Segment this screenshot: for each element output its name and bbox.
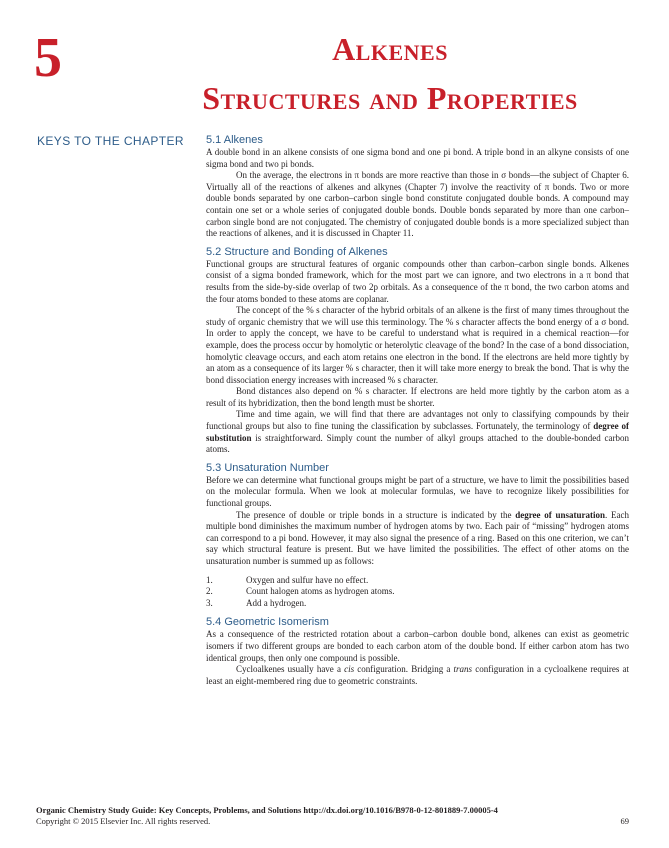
paragraph: As a consequence of the restricted rotation about a carbon–carbon double bond, alkenes can exist as geometric isomers if two different groups are bonded to each carbon atom of the double bond. If either carbon atom has two identical groups, then only one compound is possible. — [206, 629, 629, 663]
paragraph: Functional groups are structural features of organic compounds other than carbon–carbon single bonds. Alkenes consist of a sigma bonded framework, which for the most part we can ignore, and two electrons in a π bond that results from the side-by-side overlap of two 2p orbitals. As a consequence of the π bond, the two carbon atoms and the four atoms bonded to these atoms are coplanar. — [206, 258, 629, 304]
bold-term: degree of substitution — [206, 421, 629, 443]
paragraph — [206, 409, 629, 455]
list-item — [206, 575, 629, 587]
section-heading: 5.2 Structure and Bonding of Alkenes — [206, 245, 388, 258]
main-text-column — [206, 133, 629, 692]
list-item — [206, 598, 629, 610]
text-run: Cycloalkenes usually have a — [236, 664, 345, 675]
keys-to-chapter-label: KEYS TO THE CHAPTER — [37, 134, 184, 148]
bold-term: degree of unsaturation — [515, 509, 606, 520]
page-footer — [36, 805, 629, 827]
list-number: 2. — [206, 586, 213, 597]
section-heading: 5.1 Alkenes — [206, 134, 263, 146]
numbered-list — [206, 575, 629, 610]
paragraph — [206, 664, 629, 687]
text-run: configuration. Bridging a — [354, 664, 454, 675]
page-number: 69 — [620, 816, 629, 826]
list-text: Oxygen and sulfur have no effect. — [246, 574, 369, 585]
list-item — [206, 586, 629, 598]
chapter-number: 5 — [34, 27, 62, 89]
section-5-1 — [206, 133, 629, 240]
paragraph: On the average, the electrons in π bonds are more reactive than those in σ bonds—the subject of Chapter 6. Virtually all of the reactions of alkenes and alkynes (Chapter 7) involve the reactivity of π bonds. Two or more double bonds separated by one carbon–carbon single bond constitute conjugated double bonds. A compound may contain one set or a whole series of conjugated double bonds. Double bonds separated by more than one carbon–carbon single bond are not conjugated. The chemistry of conjugated double bonds is a more specialized subject than the reactions of alkenes, and it is discussed in Chapter 11. — [206, 170, 629, 239]
chapter-title-line1: Alkenes — [332, 31, 448, 67]
paragraph: Bond distances also depend on % s character. If electrons are held more tightly by the carbon atom as a result of its hybridization, then the bond length must be shorter. — [206, 386, 629, 408]
text-run: The presence of double or triple bonds in a structure is indicated by the — [236, 509, 516, 520]
text-run: . Each multiple bond diminishes the maximum number of hydrogen atoms by two. Each pair of “missing” hydrogen atoms can correspond to a pi bond. However, it may also signal the presence of a ring. Based on this one criterion, we can’t say which structural feature is present. But we have limited the possibilities. The effect of other atoms on the unsaturation number is summed up as follows: — [206, 509, 629, 566]
list-number: 1. — [206, 574, 213, 585]
section-5-4 — [206, 615, 629, 687]
text-run: configuration in a cycloalkene requires at least an eight-membered ring due to geometric constraints. — [206, 664, 630, 686]
footer-copyright: Copyright © 2015 Elsevier Inc. All rights reserved. — [36, 816, 211, 826]
section-5-3 — [206, 461, 629, 610]
list-number: 3. — [206, 597, 213, 608]
list-text: Count halogen atoms as hydrogen atoms. — [246, 586, 395, 597]
list-text: Add a hydrogen. — [246, 597, 307, 608]
section-heading: 5.3 Unsaturation Number — [206, 461, 329, 474]
paragraph: A double bond in an alkene consists of one sigma bond and one pi bond. A triple bond in an alkyne consists of one sigma bond and two pi bonds. — [206, 147, 629, 169]
chapter-title-line2: Structures and Properties — [202, 80, 578, 116]
italic-term: trans — [453, 664, 473, 675]
paragraph: Before we can determine what functional groups might be part of a structure, we have to limit the possibilities based on the molecular formula. When we look at molecular formulas, we have to recognize likely possibilities for functional groups. — [206, 474, 629, 509]
text-run: is straightforward. Simply count the number of alkyl groups attached to the double-bonded carbon atoms. — [206, 432, 629, 455]
section-heading: 5.4 Geometric Isomerism — [206, 616, 329, 629]
paragraph: The concept of the % s character of the hybrid orbitals of an alkene is the first of many times throughout the study of organic chemistry that we will use this terminology. The % s character affects the bond energy of a σ bond. In order to apply the concept, we have to be careful to understand what is required in a chemical reaction—for example, does the process occur by homolytic or heterolytic cleavage of the bond? In the case of a bond dissociation, homolytic cleavage occurs, and each atom retains one electron in the bond. If the electrons are held more tightly by an atom as a consequence of its larger % s character, then it will take more energy to break the bond. That is why the bond dissociation energy increases with increased % s character. — [206, 305, 629, 385]
section-5-2 — [206, 245, 629, 456]
text-run: Time and time again, we will find that there are advantages not only to classifying compounds by their functional groups but also to fine tuning the classification by subclasses. Fortunately, the terminology of — [206, 409, 629, 432]
paragraph — [206, 510, 629, 568]
footer-source: Organic Chemistry Study Guide: Key Concepts, Problems, and Solutions http://dx.doi.org/10.1016/B978-0-12-801889-7.00005-4 — [36, 805, 498, 815]
italic-term: cis — [344, 664, 355, 675]
